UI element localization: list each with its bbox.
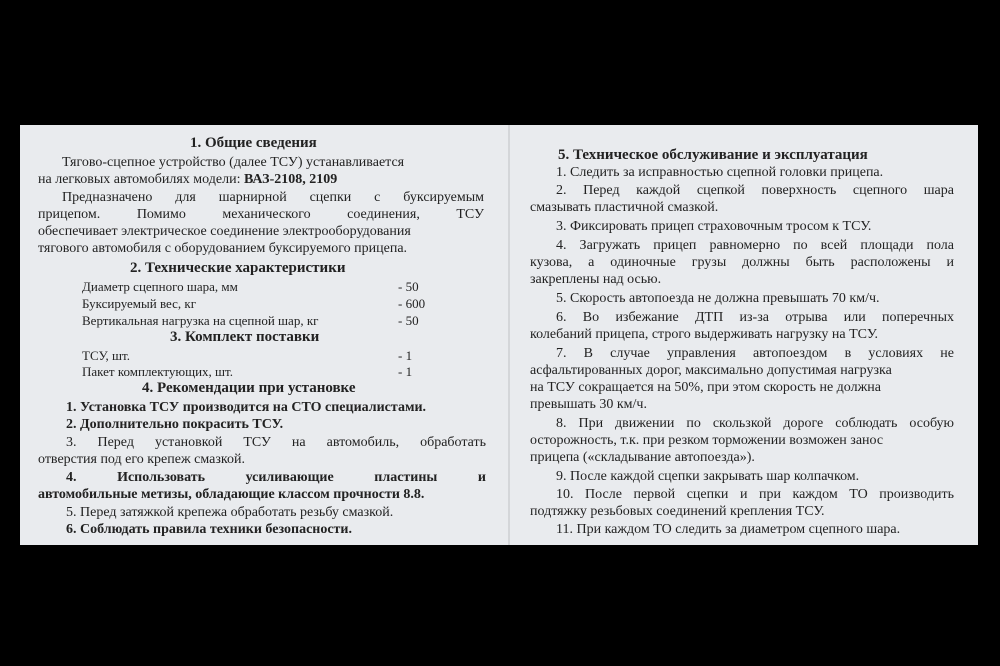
kit-value: - 1 (398, 364, 413, 379)
recommendation-item: 1. Установка ТСУ производится на СТО специалистами. (66, 400, 427, 415)
maintenance-item: 11. При каждом ТО следить за диаметром сцепного шара. (556, 522, 901, 537)
maintenance-item: 1. Следить за исправностью сцепной головки прицепа. (556, 165, 884, 180)
section-1-line: тягового автомобиля с оборудованием буксируемого прицепа. (38, 241, 408, 256)
spec-label: Буксируемый вес, кг (82, 296, 197, 311)
maintenance-item: 4. Загружать прицеп равномерно по всей площади пола (556, 238, 954, 253)
recommendation-item: 4. Использовать усиливающие пластины и (66, 470, 486, 485)
instruction-sheet (20, 125, 978, 545)
maintenance-item: 2. Перед каждой сцепкой поверхность сцепного шара (556, 183, 954, 198)
section-1-heading: 1. Общие сведения (190, 135, 317, 151)
section-1-line: Предназначено для шарнирной сцепки с буксируемым (62, 190, 484, 205)
page-fold (508, 125, 510, 545)
recommendation-item: 6. Соблюдать правила техники безопасности. (66, 522, 353, 537)
maintenance-item: 10. После первой сцепки и при каждом ТО производить (556, 487, 954, 502)
maintenance-item: 8. При движении по скользкой дороге соблюдать особую (556, 416, 954, 431)
spec-label: Диаметр сцепного шара, мм (82, 279, 238, 294)
section-1-line: прицепом. Помимо механического соединения, ТСУ (38, 207, 484, 222)
section-1-line: обеспечивает электрическое соединение электрооборудования (38, 224, 411, 239)
section-2-heading: 2. Технические характеристики (130, 260, 346, 276)
maintenance-item: колебаний прицепа, строго выдерживать нагрузку на ТСУ. (530, 327, 878, 342)
recommendation-item: 2. Дополнительно покрасить ТСУ. (66, 417, 284, 432)
section-4-heading: 4. Рекомендации при установке (142, 380, 356, 396)
maintenance-item: осторожность, т.к. при резком торможении возможен занос (530, 433, 884, 448)
section-1-line: на легковых автомобилях модели: ВАЗ-2108, 2109 (38, 172, 338, 187)
maintenance-item: 5. Скорость автопоезда не должна превышать 70 км/ч. (556, 291, 880, 306)
section-3-heading: 3. Комплект поставки (170, 329, 320, 345)
maintenance-item: кузова, а одиночные грузы должны быть расположены и (530, 255, 954, 270)
recommendation-item: отверстия под его крепеж смазкой. (38, 452, 245, 467)
maintenance-item: 3. Фиксировать прицеп страховочным тросом к ТСУ. (556, 219, 872, 234)
maintenance-item: на ТСУ сокращается на 50%, при этом скорость не должна (530, 380, 881, 395)
spec-value: - 50 (398, 313, 419, 328)
maintenance-item: 6. Во избежание ДТП из-за отрыва или поперечных (556, 310, 954, 325)
maintenance-item: прицепа («складывание автопоезда»). (530, 450, 755, 465)
kit-value: - 1 (398, 348, 413, 363)
recommendation-item: 5. Перед затяжкой крепежа обработать резьбу смазкой. (66, 505, 394, 520)
maintenance-item: превышать 30 км/ч. (530, 397, 647, 412)
spec-value: - 600 (398, 296, 426, 311)
maintenance-item: смазывать пластичной смазкой. (530, 200, 719, 215)
maintenance-item: 7. В случае управления автопоездом в условиях не (556, 346, 954, 361)
spec-label: Вертикальная нагрузка на сцепной шар, кг (82, 313, 319, 328)
recommendation-item: 3. Перед установкой ТСУ на автомобиль, обработать (66, 435, 486, 450)
kit-label: Пакет комплектующих, шт. (82, 364, 233, 379)
maintenance-item: подтяжку резьбовых соединений крепления ТСУ. (530, 504, 825, 519)
kit-label: ТСУ, шт. (82, 348, 130, 363)
section-1-line: Тягово-сцепное устройство (далее ТСУ) устанавливается (62, 155, 405, 170)
spec-value: - 50 (398, 279, 419, 294)
maintenance-item: асфальтированных дорог, максимально допустимая нагрузка (530, 363, 892, 378)
maintenance-item: 9. После каждой сцепки закрывать шар колпачком. (556, 469, 860, 484)
recommendation-item: автомобильные метизы, обладающие классом прочности 8.8. (38, 487, 425, 502)
section-5-heading: 5. Техническое обслуживание и эксплуатация (558, 147, 868, 163)
model-name: ВАЗ-2108, 2109 (243, 172, 338, 187)
maintenance-item: закреплены над осью. (530, 272, 662, 287)
